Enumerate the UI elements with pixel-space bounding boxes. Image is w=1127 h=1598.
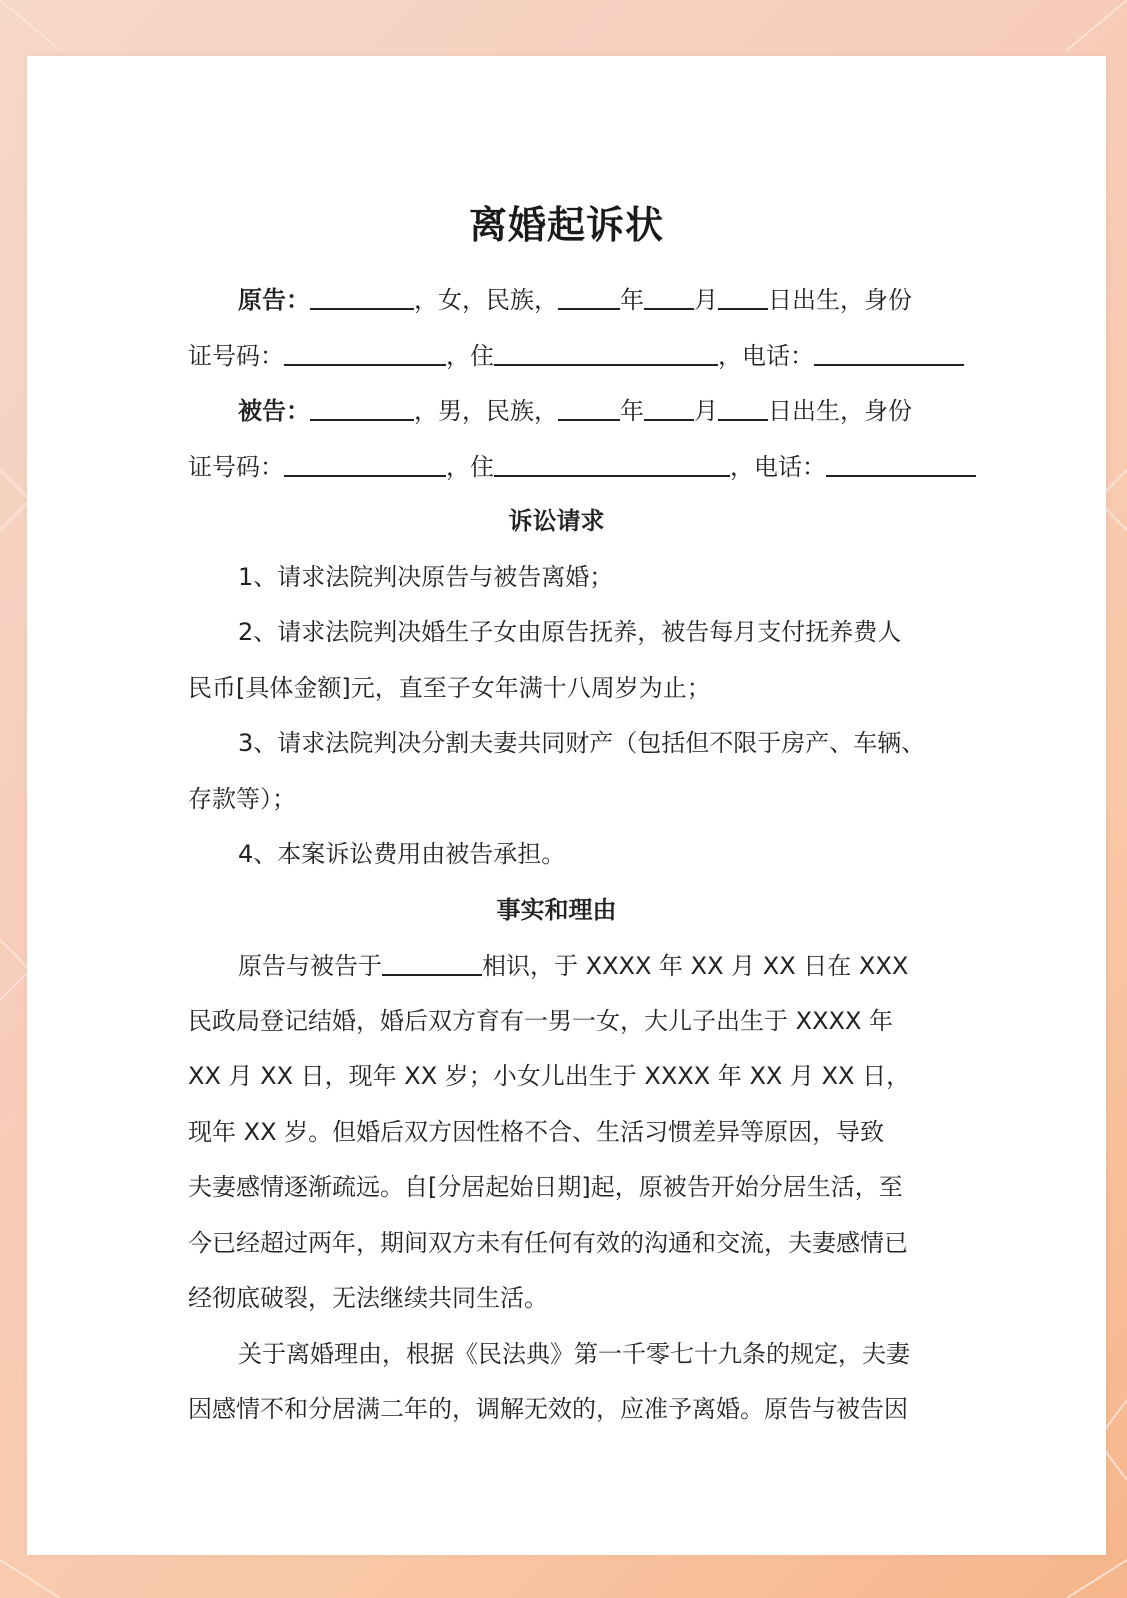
plaintiff-line-1 — [238, 282, 912, 317]
address-label: ，住 — [446, 342, 494, 370]
facts-line-5: 夫妻感情逐渐疏远。自[分居起始日期]起，原被告开始分居生活，至 — [188, 1173, 903, 1201]
defendant-address-blank — [494, 449, 730, 477]
plaintiff-line-2 — [188, 338, 964, 373]
facts-line-4: 现年 XX 岁。但婚后双方因性格不合、生活习惯差异等原因，导致 — [188, 1118, 885, 1146]
document-page — [27, 56, 1106, 1555]
defendant-line-2 — [188, 449, 976, 484]
acquaintance-date-blank — [382, 948, 482, 976]
facts-line-6: 今已经超过两年，期间双方未有任何有效的沟通和交流，夫妻感情已 — [188, 1229, 908, 1257]
id-number-label: 证号码： — [188, 342, 284, 370]
defendant-line-1 — [238, 393, 912, 428]
phone-label: ，电话： — [730, 453, 826, 481]
plaintiff-name-blank — [310, 282, 414, 310]
id-number-label: 证号码： — [188, 453, 284, 481]
plaintiff-label: 原告： — [238, 286, 310, 314]
plaintiff-month-blank — [644, 282, 694, 310]
facts-line-3: XX 月 XX 日，现年 XX 岁；小女儿出生于 XXXX 年 XX 月 XX 日， — [188, 1062, 911, 1090]
phone-label: ，电话： — [718, 342, 814, 370]
birth-id-label: 日出生，身份 — [768, 397, 912, 425]
claim-item-1: 1、请求法院判决原告与被告离婚； — [238, 563, 614, 591]
facts-line-2: 民政局登记结婚，婚后双方育有一男一女，大儿子出生于 XXXX 年 — [188, 1007, 894, 1035]
claims-heading: 诉讼请求 — [508, 507, 605, 535]
claim-item-2: 2、请求法院判决婚生子女由原告抚养，被告每月支付抚养费人 — [238, 618, 902, 646]
birth-id-label: 日出生，身份 — [768, 286, 912, 314]
facts-line-9: 因感情不和分居满二年的，调解无效的，应准予离婚。原告与被告因 — [188, 1395, 908, 1423]
claim-item-3: 3、请求法院判决分割夫妻共同财产（包括但不限于房产、车辆、 — [238, 729, 926, 757]
facts-heading: 事实和理由 — [496, 896, 617, 924]
year-label: 年 — [620, 286, 644, 314]
facts-line-1-end: 相识，于 XXXX 年 XX 月 XX 日在 XXX — [482, 952, 909, 980]
facts-line-8: 关于离婚理由，根据《民法典》第一千零七十九条的规定，夫妻 — [238, 1340, 910, 1368]
defendant-month-blank — [644, 393, 694, 421]
plaintiff-year-blank — [558, 282, 620, 310]
defendant-name-blank — [310, 393, 414, 421]
month-label: 月 — [694, 397, 718, 425]
facts-line-1 — [238, 948, 908, 983]
plaintiff-address-blank — [494, 338, 718, 366]
claim-item-2-cont: 民币[具体金额]元，直至子女年满十八周岁为止； — [188, 674, 711, 702]
defendant-day-blank — [718, 393, 768, 421]
defendant-year-blank — [558, 393, 620, 421]
defendant-label: 被告： — [238, 397, 310, 425]
facts-line-7: 经彻底破裂，无法继续共同生活。 — [188, 1284, 548, 1312]
claim-item-3-cont: 存款等）； — [188, 785, 296, 813]
address-label: ，住 — [446, 453, 494, 481]
defendant-id-blank — [284, 449, 446, 477]
claim-item-4: 4、本案诉讼费用由被告承担。 — [238, 840, 566, 868]
plaintiff-phone-blank — [814, 338, 964, 366]
plaintiff-id-blank — [284, 338, 446, 366]
plaintiff-gender-ethnicity: ，女，民族， — [414, 286, 558, 314]
plaintiff-day-blank — [718, 282, 768, 310]
month-label: 月 — [694, 286, 718, 314]
facts-line-1-start: 原告与被告于 — [238, 952, 382, 980]
year-label: 年 — [620, 397, 644, 425]
defendant-phone-blank — [826, 449, 976, 477]
document-title: 离婚起诉状 — [468, 203, 664, 247]
defendant-gender-ethnicity: ，男，民族， — [414, 397, 558, 425]
